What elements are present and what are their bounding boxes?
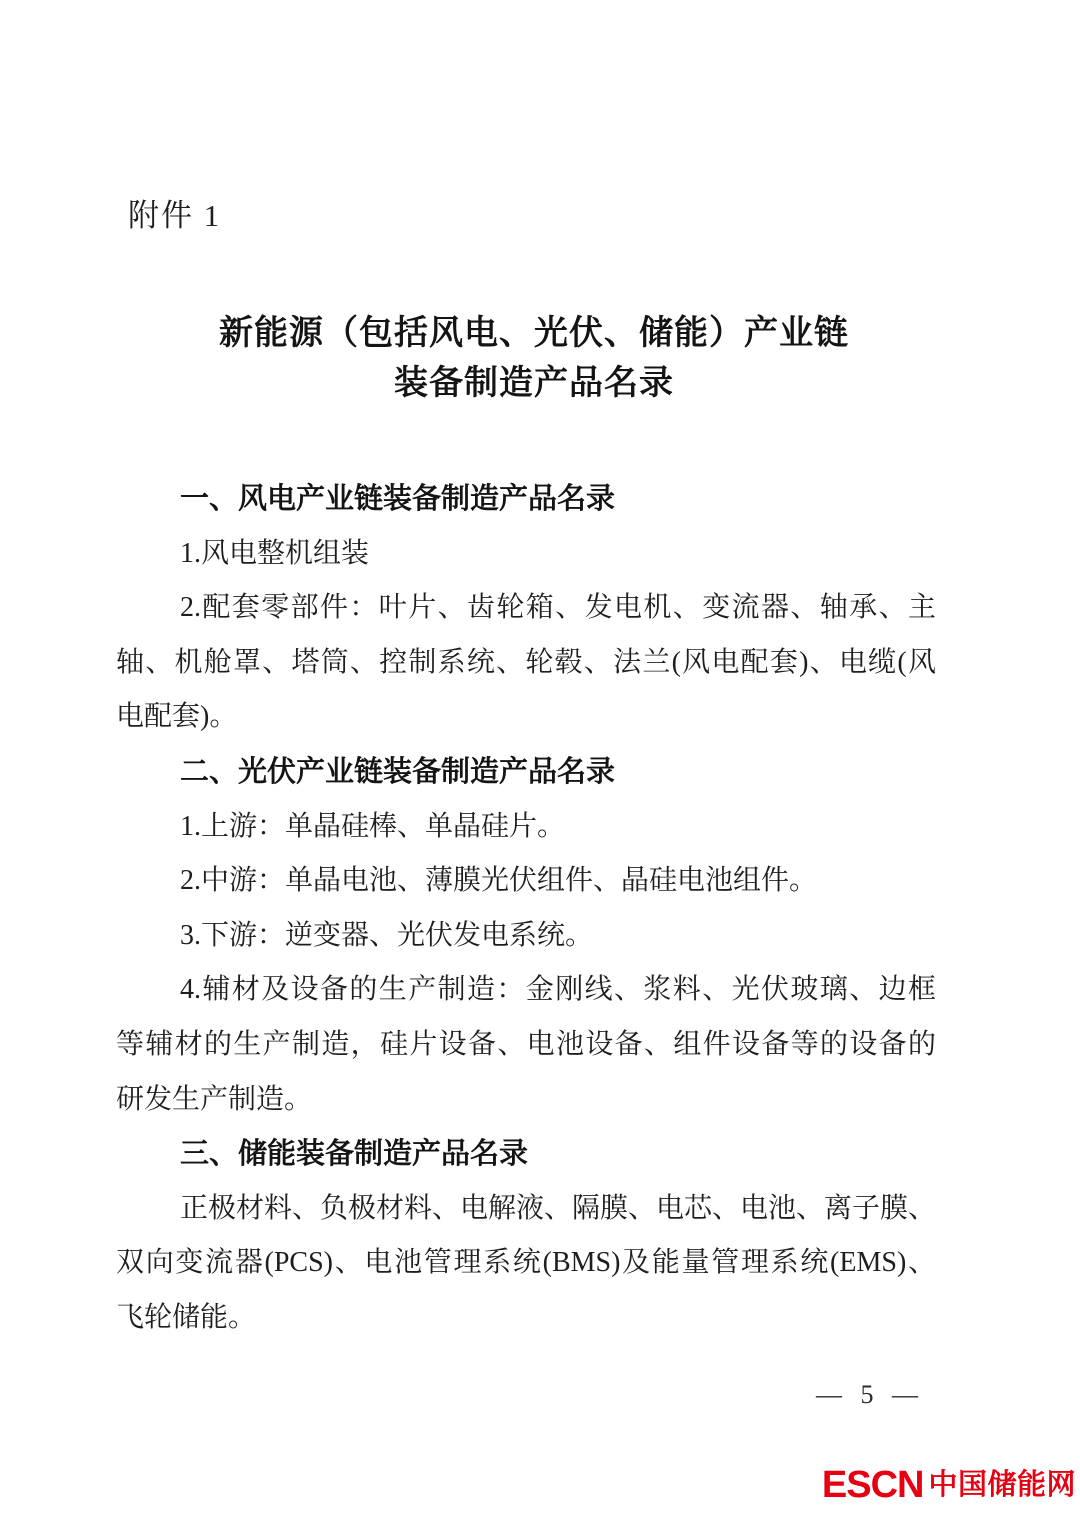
wind-item-2-line-3: 电配套)。 — [116, 701, 238, 733]
pv-item-4-line-3: 研发生产制造。 — [116, 1083, 313, 1115]
pv-item-2: 2.中游：单晶电池、薄膜光伏组件、晶硅电池组件。 — [180, 865, 818, 897]
section-2-heading: 二、光伏产业链装备制造产品名录 — [180, 755, 616, 788]
page-number: — 5 — — [816, 1380, 924, 1409]
wind-item-1: 1.风电整机组装 — [180, 537, 370, 569]
document-body — [116, 472, 936, 1346]
pv-item-4-line-2: 等辅材的生产制造，硅片设备、电池设备、组件设备等的设备的 — [116, 1028, 936, 1060]
section-1-heading: 一、风电产业链装备制造产品名录 — [180, 483, 616, 515]
logo-text-escn: ESCN — [821, 1464, 924, 1506]
storage-item-line-1: 正极材料、负极材料、电解液、隔膜、电芯、电池、离子膜、 — [180, 1192, 937, 1224]
storage-item-line-3: 飞轮储能。 — [116, 1301, 257, 1333]
attachment-label: 附件 1 — [128, 198, 222, 233]
pv-item-1: 1.上游：单晶硅棒、单晶硅片。 — [180, 810, 566, 842]
document-title — [0, 308, 1068, 408]
document-title-line1: 新能源（包括风电、光伏、储能）产业链 — [219, 314, 849, 352]
pv-item-3: 3.下游：逆变器、光伏发电系统。 — [180, 919, 594, 951]
wind-item-2-line-1: 2.配套零部件：叶片、齿轮箱、发电机、变流器、轴承、主 — [180, 592, 936, 624]
pv-item-4-line-1: 4.辅材及设备的生产制造：金刚线、浆料、光伏玻璃、边框 — [180, 974, 936, 1006]
logo-text-cn: 中国储能网 — [928, 1469, 1076, 1501]
escn-watermark-logo — [822, 1466, 1076, 1504]
document-title-line2: 装备制造产品名录 — [394, 364, 674, 402]
wind-item-2-line-2: 轴、机舱罩、塔筒、控制系统、轮毂、法兰(风电配套)、电缆(风 — [116, 646, 936, 678]
section-3-heading: 三、储能装备制造产品名录 — [180, 1138, 529, 1171]
storage-item-line-2: 双向变流器(PCS)、电池管理系统(BMS)及能量管理系统(EMS)、 — [116, 1247, 936, 1279]
